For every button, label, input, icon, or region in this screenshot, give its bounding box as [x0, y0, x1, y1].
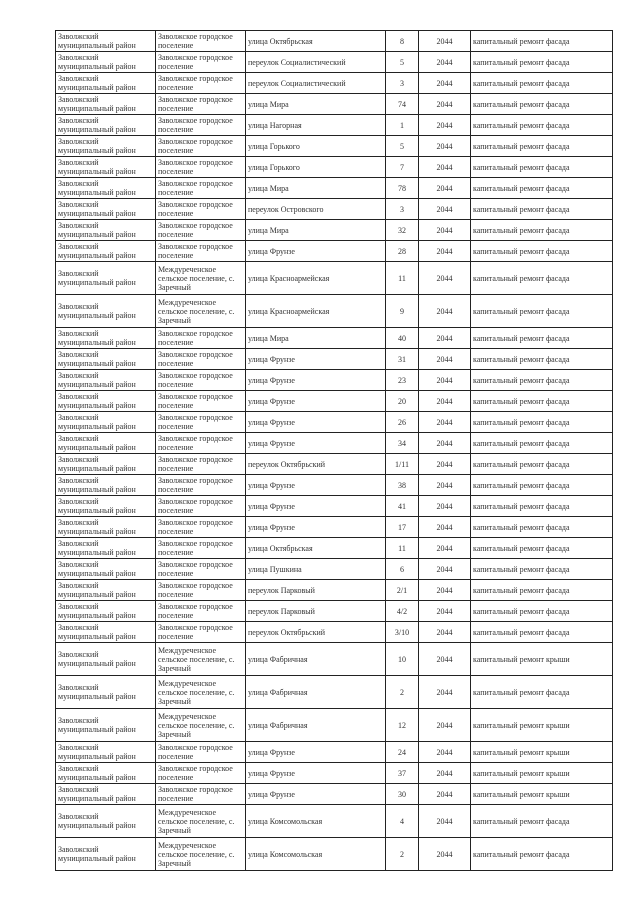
settlement-cell: Заволжское городское поселение — [156, 328, 246, 349]
street-cell: улица Пушкина — [246, 559, 386, 580]
street-cell: улица Фрунзе — [246, 475, 386, 496]
year-cell: 2044 — [419, 136, 471, 157]
house-number-cell: 3 — [386, 199, 419, 220]
house-number-cell: 32 — [386, 220, 419, 241]
table-row — [56, 391, 613, 412]
work-type-cell: капитальный ремонт фасада — [471, 496, 613, 517]
house-number-cell: 3 — [386, 73, 419, 94]
settlement-cell: Заволжское городское поселение — [156, 115, 246, 136]
street-cell: улица Фрунзе — [246, 517, 386, 538]
year-cell: 2044 — [419, 370, 471, 391]
street-cell: улица Мира — [246, 94, 386, 115]
house-number-cell: 40 — [386, 328, 419, 349]
settlement-cell: Междуреченское сельское поселение, с. Заречный — [156, 295, 246, 328]
street-cell: улица Фрунзе — [246, 763, 386, 784]
work-type-cell: капитальный ремонт фасада — [471, 220, 613, 241]
settlement-cell: Междуреченское сельское поселение, с. Заречный — [156, 805, 246, 838]
street-cell: улица Красноармейская — [246, 295, 386, 328]
year-cell: 2044 — [419, 73, 471, 94]
work-type-cell: капитальный ремонт фасада — [471, 370, 613, 391]
repair-schedule-table — [55, 30, 613, 871]
house-number-cell: 4/2 — [386, 601, 419, 622]
district-cell: Заволжский муниципальный район — [56, 433, 156, 454]
house-number-cell: 12 — [386, 709, 419, 742]
year-cell: 2044 — [419, 412, 471, 433]
street-cell: переулок Парковый — [246, 580, 386, 601]
table-row — [56, 328, 613, 349]
work-type-cell: капитальный ремонт фасада — [471, 580, 613, 601]
table-row — [56, 580, 613, 601]
table-row — [56, 115, 613, 136]
settlement-cell: Междуреченское сельское поселение, с. Заречный — [156, 643, 246, 676]
settlement-cell: Заволжское городское поселение — [156, 454, 246, 475]
street-cell: улица Горького — [246, 136, 386, 157]
settlement-cell: Заволжское городское поселение — [156, 580, 246, 601]
table-row — [56, 220, 613, 241]
house-number-cell: 17 — [386, 517, 419, 538]
table-row — [56, 73, 613, 94]
district-cell: Заволжский муниципальный район — [56, 115, 156, 136]
district-cell: Заволжский муниципальный район — [56, 178, 156, 199]
work-type-cell: капитальный ремонт фасада — [471, 838, 613, 871]
year-cell: 2044 — [419, 115, 471, 136]
table-row — [56, 295, 613, 328]
work-type-cell: капитальный ремонт фасада — [471, 475, 613, 496]
work-type-cell: капитальный ремонт фасада — [471, 391, 613, 412]
year-cell: 2044 — [419, 178, 471, 199]
district-cell: Заволжский муниципальный район — [56, 136, 156, 157]
table-row — [56, 412, 613, 433]
work-type-cell: капитальный ремонт фасада — [471, 349, 613, 370]
house-number-cell: 3/10 — [386, 622, 419, 643]
table-row — [56, 454, 613, 475]
year-cell: 2044 — [419, 220, 471, 241]
house-number-cell: 6 — [386, 559, 419, 580]
settlement-cell: Междуреченское сельское поселение, с. Заречный — [156, 709, 246, 742]
house-number-cell: 30 — [386, 784, 419, 805]
district-cell: Заволжский муниципальный район — [56, 73, 156, 94]
settlement-cell: Заволжское городское поселение — [156, 157, 246, 178]
year-cell: 2044 — [419, 328, 471, 349]
year-cell: 2044 — [419, 643, 471, 676]
year-cell: 2044 — [419, 709, 471, 742]
settlement-cell: Заволжское городское поселение — [156, 622, 246, 643]
settlement-cell: Заволжское городское поселение — [156, 199, 246, 220]
district-cell: Заволжский муниципальный район — [56, 241, 156, 262]
settlement-cell: Заволжское городское поселение — [156, 241, 246, 262]
street-cell: улица Мира — [246, 220, 386, 241]
year-cell: 2044 — [419, 31, 471, 52]
street-cell: улица Фрунзе — [246, 784, 386, 805]
house-number-cell: 10 — [386, 643, 419, 676]
work-type-cell: капитальный ремонт крыши — [471, 763, 613, 784]
settlement-cell: Заволжское городское поселение — [156, 559, 246, 580]
settlement-cell: Заволжское городское поселение — [156, 763, 246, 784]
house-number-cell: 1/11 — [386, 454, 419, 475]
street-cell: улица Фабричная — [246, 709, 386, 742]
district-cell: Заволжский муниципальный район — [56, 454, 156, 475]
street-cell: переулок Социалистический — [246, 73, 386, 94]
settlement-cell: Заволжское городское поселение — [156, 370, 246, 391]
settlement-cell: Междуреченское сельское поселение, с. Заречный — [156, 676, 246, 709]
table-row — [56, 643, 613, 676]
house-number-cell: 7 — [386, 157, 419, 178]
district-cell: Заволжский муниципальный район — [56, 784, 156, 805]
year-cell: 2044 — [419, 199, 471, 220]
table-row — [56, 622, 613, 643]
table-row — [56, 496, 613, 517]
house-number-cell: 2 — [386, 676, 419, 709]
house-number-cell: 28 — [386, 241, 419, 262]
house-number-cell: 74 — [386, 94, 419, 115]
work-type-cell: капитальный ремонт фасада — [471, 31, 613, 52]
district-cell: Заволжский муниципальный район — [56, 220, 156, 241]
house-number-cell: 8 — [386, 31, 419, 52]
street-cell: переулок Островского — [246, 199, 386, 220]
work-type-cell: капитальный ремонт крыши — [471, 709, 613, 742]
district-cell: Заволжский муниципальный район — [56, 94, 156, 115]
street-cell: улица Фрунзе — [246, 391, 386, 412]
settlement-cell: Заволжское городское поселение — [156, 412, 246, 433]
house-number-cell: 2/1 — [386, 580, 419, 601]
year-cell: 2044 — [419, 433, 471, 454]
table-row — [56, 838, 613, 871]
district-cell: Заволжский муниципальный район — [56, 601, 156, 622]
house-number-cell: 20 — [386, 391, 419, 412]
district-cell: Заволжский муниципальный район — [56, 709, 156, 742]
table-row — [56, 709, 613, 742]
work-type-cell: капитальный ремонт фасада — [471, 262, 613, 295]
year-cell: 2044 — [419, 559, 471, 580]
house-number-cell: 37 — [386, 763, 419, 784]
table-row — [56, 52, 613, 73]
district-cell: Заволжский муниципальный район — [56, 157, 156, 178]
work-type-cell: капитальный ремонт фасада — [471, 538, 613, 559]
settlement-cell: Заволжское городское поселение — [156, 220, 246, 241]
settlement-cell: Заволжское городское поселение — [156, 391, 246, 412]
table-row — [56, 676, 613, 709]
settlement-cell: Заволжское городское поселение — [156, 601, 246, 622]
table-row — [56, 241, 613, 262]
year-cell: 2044 — [419, 157, 471, 178]
district-cell: Заволжский муниципальный район — [56, 475, 156, 496]
year-cell: 2044 — [419, 742, 471, 763]
work-type-cell: капитальный ремонт фасада — [471, 328, 613, 349]
house-number-cell: 1 — [386, 115, 419, 136]
house-number-cell: 4 — [386, 805, 419, 838]
work-type-cell: капитальный ремонт фасада — [471, 559, 613, 580]
table-row — [56, 31, 613, 52]
settlement-cell: Междуреченское сельское поселение, с. Заречный — [156, 838, 246, 871]
house-number-cell: 38 — [386, 475, 419, 496]
street-cell: переулок Социалистический — [246, 52, 386, 73]
table-row — [56, 136, 613, 157]
year-cell: 2044 — [419, 622, 471, 643]
district-cell: Заволжский муниципальный район — [56, 496, 156, 517]
street-cell: улица Фрунзе — [246, 433, 386, 454]
settlement-cell: Заволжское городское поселение — [156, 73, 246, 94]
work-type-cell: капитальный ремонт крыши — [471, 784, 613, 805]
street-cell: улица Мира — [246, 328, 386, 349]
district-cell: Заволжский муниципальный район — [56, 838, 156, 871]
house-number-cell: 2 — [386, 838, 419, 871]
table-row — [56, 157, 613, 178]
table-row — [56, 370, 613, 391]
table-row — [56, 559, 613, 580]
work-type-cell: капитальный ремонт фасада — [471, 805, 613, 838]
settlement-cell: Заволжское городское поселение — [156, 475, 246, 496]
table-row — [56, 538, 613, 559]
district-cell: Заволжский муниципальный район — [56, 580, 156, 601]
work-type-cell: капитальный ремонт фасада — [471, 433, 613, 454]
year-cell: 2044 — [419, 784, 471, 805]
work-type-cell: капитальный ремонт фасада — [471, 412, 613, 433]
work-type-cell: капитальный ремонт фасада — [471, 52, 613, 73]
street-cell: улица Фрунзе — [246, 496, 386, 517]
street-cell: улица Фрунзе — [246, 241, 386, 262]
house-number-cell: 31 — [386, 349, 419, 370]
house-number-cell: 11 — [386, 262, 419, 295]
year-cell: 2044 — [419, 391, 471, 412]
year-cell: 2044 — [419, 517, 471, 538]
work-type-cell: капитальный ремонт фасада — [471, 601, 613, 622]
year-cell: 2044 — [419, 475, 471, 496]
year-cell: 2044 — [419, 454, 471, 475]
work-type-cell: капитальный ремонт крыши — [471, 742, 613, 763]
table-row — [56, 94, 613, 115]
work-type-cell: капитальный ремонт фасада — [471, 136, 613, 157]
year-cell: 2044 — [419, 838, 471, 871]
work-type-cell: капитальный ремонт фасада — [471, 157, 613, 178]
year-cell: 2044 — [419, 349, 471, 370]
year-cell: 2044 — [419, 295, 471, 328]
district-cell: Заволжский муниципальный район — [56, 328, 156, 349]
work-type-cell: капитальный ремонт фасада — [471, 517, 613, 538]
street-cell: улица Комсомольская — [246, 805, 386, 838]
table-row — [56, 601, 613, 622]
street-cell: улица Октябрьская — [246, 538, 386, 559]
street-cell: улица Фрунзе — [246, 742, 386, 763]
street-cell: улица Фрунзе — [246, 412, 386, 433]
district-cell: Заволжский муниципальный район — [56, 805, 156, 838]
street-cell: переулок Октябрьский — [246, 622, 386, 643]
year-cell: 2044 — [419, 805, 471, 838]
district-cell: Заволжский муниципальный район — [56, 199, 156, 220]
house-number-cell: 34 — [386, 433, 419, 454]
settlement-cell: Заволжское городское поселение — [156, 31, 246, 52]
settlement-cell: Заволжское городское поселение — [156, 433, 246, 454]
year-cell: 2044 — [419, 94, 471, 115]
work-type-cell: капитальный ремонт фасада — [471, 199, 613, 220]
house-number-cell: 5 — [386, 136, 419, 157]
district-cell: Заволжский муниципальный район — [56, 517, 156, 538]
district-cell: Заволжский муниципальный район — [56, 763, 156, 784]
district-cell: Заволжский муниципальный район — [56, 262, 156, 295]
table-row — [56, 475, 613, 496]
settlement-cell: Заволжское городское поселение — [156, 784, 246, 805]
table-row — [56, 349, 613, 370]
table-row — [56, 262, 613, 295]
district-cell: Заволжский муниципальный район — [56, 295, 156, 328]
settlement-cell: Заволжское городское поселение — [156, 538, 246, 559]
street-cell: улица Фабричная — [246, 676, 386, 709]
work-type-cell: капитальный ремонт фасада — [471, 676, 613, 709]
street-cell: улица Красноармейская — [246, 262, 386, 295]
year-cell: 2044 — [419, 52, 471, 73]
street-cell: улица Фрунзе — [246, 370, 386, 391]
table-row — [56, 199, 613, 220]
house-number-cell: 41 — [386, 496, 419, 517]
work-type-cell: капитальный ремонт крыши — [471, 643, 613, 676]
work-type-cell: капитальный ремонт фасада — [471, 178, 613, 199]
work-type-cell: капитальный ремонт фасада — [471, 94, 613, 115]
work-type-cell: капитальный ремонт фасада — [471, 454, 613, 475]
street-cell: улица Комсомольская — [246, 838, 386, 871]
district-cell: Заволжский муниципальный район — [56, 370, 156, 391]
work-type-cell: капитальный ремонт фасада — [471, 241, 613, 262]
year-cell: 2044 — [419, 601, 471, 622]
district-cell: Заволжский муниципальный район — [56, 412, 156, 433]
work-type-cell: капитальный ремонт фасада — [471, 73, 613, 94]
street-cell: улица Мира — [246, 178, 386, 199]
street-cell: улица Горького — [246, 157, 386, 178]
year-cell: 2044 — [419, 262, 471, 295]
settlement-cell: Заволжское городское поселение — [156, 94, 246, 115]
settlement-cell: Заволжское городское поселение — [156, 136, 246, 157]
settlement-cell: Заволжское городское поселение — [156, 742, 246, 763]
settlement-cell: Заволжское городское поселение — [156, 496, 246, 517]
street-cell: переулок Октябрьский — [246, 454, 386, 475]
district-cell: Заволжский муниципальный район — [56, 391, 156, 412]
table-row — [56, 742, 613, 763]
year-cell: 2044 — [419, 241, 471, 262]
district-cell: Заволжский муниципальный район — [56, 643, 156, 676]
table-row — [56, 433, 613, 454]
street-cell: улица Октябрьская — [246, 31, 386, 52]
table-body — [56, 31, 613, 871]
table-row — [56, 178, 613, 199]
table-row — [56, 805, 613, 838]
district-cell: Заволжский муниципальный район — [56, 559, 156, 580]
house-number-cell: 78 — [386, 178, 419, 199]
settlement-cell: Заволжское городское поселение — [156, 517, 246, 538]
street-cell: улица Фрунзе — [246, 349, 386, 370]
district-cell: Заволжский муниципальный район — [56, 31, 156, 52]
house-number-cell: 11 — [386, 538, 419, 559]
street-cell: улица Фабричная — [246, 643, 386, 676]
street-cell: переулок Парковый — [246, 601, 386, 622]
settlement-cell: Междуреченское сельское поселение, с. Заречный — [156, 262, 246, 295]
street-cell: улица Нагорная — [246, 115, 386, 136]
work-type-cell: капитальный ремонт фасада — [471, 295, 613, 328]
settlement-cell: Заволжское городское поселение — [156, 52, 246, 73]
house-number-cell: 23 — [386, 370, 419, 391]
year-cell: 2044 — [419, 676, 471, 709]
district-cell: Заволжский муниципальный район — [56, 52, 156, 73]
table-row — [56, 763, 613, 784]
year-cell: 2044 — [419, 763, 471, 784]
work-type-cell: капитальный ремонт фасада — [471, 622, 613, 643]
district-cell: Заволжский муниципальный район — [56, 676, 156, 709]
district-cell: Заволжский муниципальный район — [56, 742, 156, 763]
work-type-cell: капитальный ремонт фасада — [471, 115, 613, 136]
district-cell: Заволжский муниципальный район — [56, 349, 156, 370]
settlement-cell: Заволжское городское поселение — [156, 349, 246, 370]
house-number-cell: 26 — [386, 412, 419, 433]
table-row — [56, 517, 613, 538]
year-cell: 2044 — [419, 538, 471, 559]
house-number-cell: 9 — [386, 295, 419, 328]
district-cell: Заволжский муниципальный район — [56, 538, 156, 559]
house-number-cell: 24 — [386, 742, 419, 763]
house-number-cell: 5 — [386, 52, 419, 73]
year-cell: 2044 — [419, 496, 471, 517]
settlement-cell: Заволжское городское поселение — [156, 178, 246, 199]
year-cell: 2044 — [419, 580, 471, 601]
table-row — [56, 784, 613, 805]
district-cell: Заволжский муниципальный район — [56, 622, 156, 643]
